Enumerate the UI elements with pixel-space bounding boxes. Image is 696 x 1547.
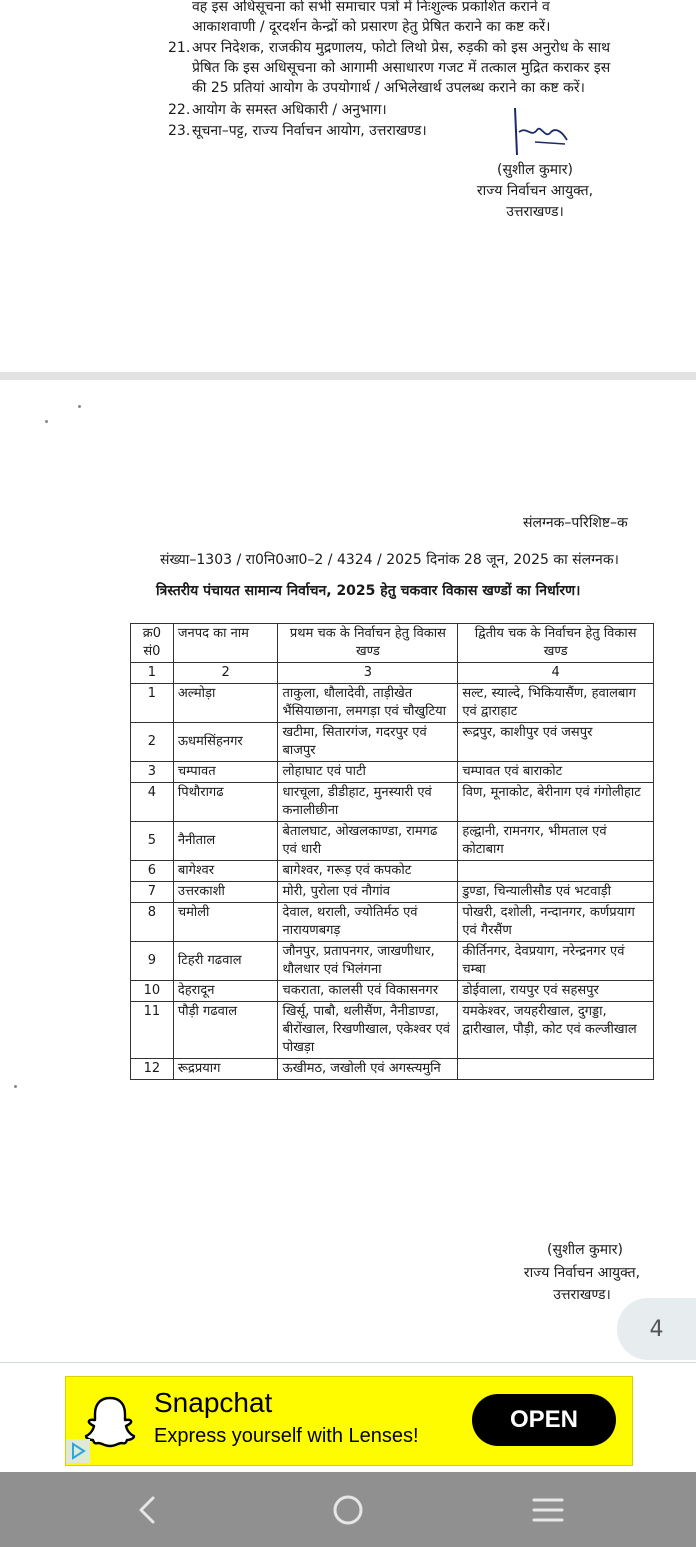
cell-district: बागेश्वर: [173, 861, 278, 882]
table-row: [131, 1002, 654, 1059]
item-number: 22.: [168, 102, 191, 118]
table-row: [131, 942, 654, 981]
cell-phase1: जौनपुर, प्रतापनगर, जाखणीधार, थौलधार एवं भिलंगना: [278, 942, 458, 981]
column-number: 1: [131, 663, 174, 684]
reference-line: संख्या–1303 / रा0नि0आ0–2 / 4324 / 2025 दिनांक 28 जून, 2025 का संलग्नक।: [160, 552, 619, 568]
table-row: [131, 861, 654, 882]
cell-phase1: खटीमा, सितारगंज, गदरपुर एवं बाजपुर: [278, 723, 458, 762]
cell-district: रूद्रप्रयाग: [173, 1059, 278, 1080]
cell-phase2: चम्पावत एवं बाराकोट: [458, 762, 654, 783]
text-line: की 25 प्रतियां आयोग के उपयोगार्थ / अभिलेखार्थ उपलब्ध कराने का कष्ट करें।: [192, 80, 585, 96]
cell-serial: 10: [131, 981, 174, 1002]
document-page-previous: [0, 0, 696, 372]
cell-phase2: पोखरी, दशोली, नन्दानगर, कर्णप्रयाग एवं गैरसैंण: [458, 903, 654, 942]
signatory-place: उत्तराखण्ड।: [506, 204, 564, 220]
cell-phase2: सल्ट, स्याल्दे, भिकियासैंण, हवालबाग एवं द्वाराहाट: [458, 684, 654, 723]
cell-district: चम्पावत: [173, 762, 278, 783]
text-line: आकाशवाणी / दूरदर्शन केन्द्रों को प्रसारण हेतु प्रेषित कराने का कष्ट करें।: [192, 19, 551, 35]
ad-title: Snapchat: [154, 1387, 273, 1418]
cell-serial: 4: [131, 783, 174, 822]
header-phase2: द्वितीय चक के निर्वाचन हेतु विकास खण्ड: [458, 624, 654, 663]
table-row: [131, 981, 654, 1002]
cell-serial: 6: [131, 861, 174, 882]
text-line: प्रेषित कि इस अधिसूचना को आगामी असाधारण गजट में तत्काल मुद्रित कराकर इस: [192, 60, 611, 76]
cell-serial: 11: [131, 1002, 174, 1059]
ad-tagline: Express yourself with Lenses!: [154, 1425, 419, 1447]
cell-serial: 3: [131, 762, 174, 783]
cell-phase1: ताकुला, धौलादेवी, ताड़ीखेत भैंसियाछाना, लमगड़ा एवं चौखुटिया: [278, 684, 458, 723]
cell-phase2: [458, 1059, 654, 1080]
cell-phase1: देवाल, थराली, ज्योतिर्मठ एवं नारायणबगड़: [278, 903, 458, 942]
cell-serial: 2: [131, 723, 174, 762]
table-row: [131, 882, 654, 903]
table-row: [131, 723, 654, 762]
cell-phase1: धारचूला, डीडीहाट, मुनस्यारी एवं कनालीछीना: [278, 783, 458, 822]
cell-district: देहरादून: [173, 981, 278, 1002]
column-number: 3: [278, 663, 458, 684]
system-navigation-bar: [0, 1472, 696, 1547]
cell-district: नैनीताल: [173, 822, 278, 861]
cell-phase1: मोरी, पुरोला एवं नौगांव: [278, 882, 458, 903]
document-title: त्रिस्तरीय पंचायत सामान्य निर्वाचन, 2025 हेतु चकवार विकास खण्डों का निर्धारण।: [156, 583, 581, 599]
cell-district: पिथौरागढ: [173, 783, 278, 822]
snapchat-ghost-icon: [84, 1395, 136, 1449]
cell-district: पौड़ी गढवाल: [173, 1002, 278, 1059]
cell-phase2: डोईवाला, रायपुर एवं सहसपुर: [458, 981, 654, 1002]
text-line: अपर निदेशक, राजकीय मुद्रणालय, फोटो लिथो प्रेस, रुड़की को इस अनुरोध के साथ: [192, 40, 611, 56]
cell-phase2: यमकेश्वर, जयहरीखाल, दुगड्डा, द्वारीखाल, पौड़ी, कोट एवं कल्जीखाल: [458, 1002, 654, 1059]
handwritten-signature: [505, 100, 575, 162]
back-icon[interactable]: [127, 1492, 167, 1528]
cell-serial: 7: [131, 882, 174, 903]
table-row: [131, 762, 654, 783]
signatory-designation: राज्य निर्वाचन आयुक्त,: [523, 1265, 641, 1281]
cell-phase1: खिर्सू, पाबौ, थलीसैंण, नैनीडाण्डा, बीरोंखाल, रिखणीखाल, एकेश्वर एवं पोखड़ा: [278, 1002, 458, 1059]
cell-serial: 9: [131, 942, 174, 981]
open-button[interactable]: OPEN: [472, 1394, 616, 1446]
column-number: 2: [173, 663, 278, 684]
home-icon[interactable]: [328, 1492, 368, 1528]
text-line: आयोग के समस्त अधिकारी / अनुभाग।: [192, 102, 387, 118]
header-phase1: प्रथम चक के निर्वाचन हेतु विकास खण्ड: [278, 624, 458, 663]
cell-phase1: लोहाघाट एवं पाटी: [278, 762, 458, 783]
scan-speck: [14, 1085, 17, 1088]
ad-choices-icon[interactable]: [66, 1439, 90, 1463]
scan-speck: [45, 420, 48, 423]
page-separator: [0, 372, 696, 380]
table-row: [131, 684, 654, 723]
table-column-number-row: [131, 663, 654, 684]
cell-phase2: कीर्तिनगर, देवप्रयाग, नरेन्द्रनगर एवं चम्बा: [458, 942, 654, 981]
table-header-row: [131, 624, 654, 663]
page-number-indicator: 4: [617, 1298, 696, 1360]
table-row: [131, 783, 654, 822]
ad-container: [0, 1362, 696, 1473]
cell-district: ऊधमसिंहनगर: [173, 723, 278, 762]
cell-phase2: डुण्डा, चिन्यालीसौड एवं भटवाड़ी: [458, 882, 654, 903]
header-serial: क्र0 सं0: [131, 624, 174, 663]
cell-district: टिहरी गढवाल: [173, 942, 278, 981]
item-number: 23.: [168, 123, 191, 139]
cell-phase1: बेतालघाट, ओखलकाण्डा, रामगढ एवं धारी: [278, 822, 458, 861]
cell-district: उत्तरकाशी: [173, 882, 278, 903]
cell-district: अल्मोड़ा: [173, 684, 278, 723]
menu-icon[interactable]: [528, 1492, 568, 1528]
text-line: सूचना–पट्ट, राज्य निर्वाचन आयोग, उत्तराखण्ड।: [192, 123, 427, 139]
table-row: [131, 903, 654, 942]
text-line: वह इस अधिसूचना को सभी समाचार पत्रों में निःशुल्क प्रकाशित कराने व: [192, 0, 550, 15]
cell-phase2: रूद्रपुर, काशीपुर एवं जसपुर: [458, 723, 654, 762]
table-row: [131, 822, 654, 861]
column-number: 4: [458, 663, 654, 684]
cell-phase1: चकराता, कालसी एवं विकासनगर: [278, 981, 458, 1002]
cell-phase2: हल्द्वानी, रामनगर, भीमताल एवं कोटाबाग: [458, 822, 654, 861]
cell-serial: 12: [131, 1059, 174, 1080]
cell-phase2: [458, 861, 654, 882]
table-row: [131, 1059, 654, 1080]
signatory-designation: राज्य निर्वाचन आयुक्त,: [476, 183, 594, 199]
annex-label: संलग्नक–परिशिष्ट–क: [523, 515, 628, 531]
signatory-name: (सुशील कुमार): [497, 162, 573, 178]
signatory-name: (सुशील कुमार): [547, 1242, 623, 1258]
cell-district: चमोली: [173, 903, 278, 942]
scan-speck: [78, 405, 81, 408]
cell-serial: 1: [131, 684, 174, 723]
cell-phase2: विण, मूनाकोट, बेरीनाग एवं गंगोलीहाट: [458, 783, 654, 822]
header-district: जनपद का नाम: [173, 624, 278, 663]
block-allocation-table: [130, 623, 654, 1080]
snapchat-ad-banner[interactable]: [65, 1376, 633, 1466]
cell-phase1: बागेश्वर, गरूड़ एवं कपकोट: [278, 861, 458, 882]
cell-serial: 8: [131, 903, 174, 942]
document-page: [0, 380, 696, 1362]
cell-serial: 5: [131, 822, 174, 861]
cell-phase1: ऊखीमठ, जखोली एवं अगस्त्यमुनि: [278, 1059, 458, 1080]
signatory-place: उत्तराखण्ड।: [553, 1287, 611, 1303]
item-number: 21.: [168, 40, 191, 56]
